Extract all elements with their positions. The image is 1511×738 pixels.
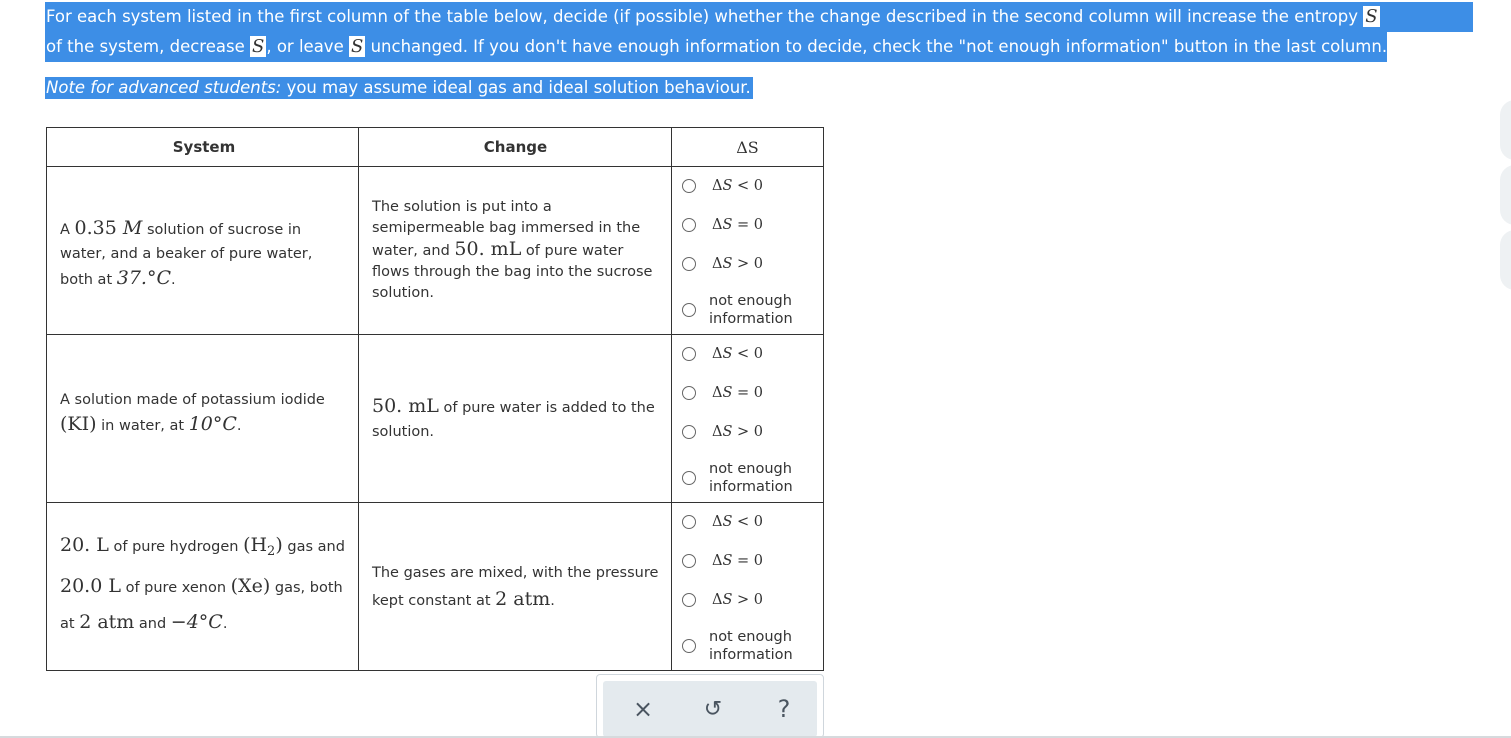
radio-button[interactable] xyxy=(682,515,696,529)
system-cell: A solution made of potassium iodide (KI) in water, at 10°C. xyxy=(47,335,359,503)
change-cell: The solution is put into a semipermeable bag immersed in the water, and 50. mL of pure water flows through the bag into the sucrose solution. xyxy=(359,167,672,335)
delta-s-options xyxy=(672,335,824,503)
header-system: System xyxy=(47,128,359,167)
radio-button[interactable] xyxy=(682,347,696,361)
table-row xyxy=(47,335,824,503)
instructions xyxy=(45,2,1473,62)
change-cell: 50. mL of pure water is added to the solution. xyxy=(359,335,672,503)
option-delta-s-positive[interactable]: ΔS > 0 xyxy=(682,256,763,272)
help-button[interactable] xyxy=(766,691,802,727)
toolbar-inner xyxy=(603,681,817,737)
note-text: you may assume ideal gas and ideal solution behaviour. xyxy=(281,78,751,97)
close-icon: × xyxy=(632,695,654,723)
side-tab-button[interactable] xyxy=(1500,230,1511,290)
instructions-line-2 xyxy=(45,32,1387,62)
delta-s-options xyxy=(672,167,824,335)
option-delta-s-positive[interactable]: ΔS > 0 xyxy=(682,592,763,608)
radio-button[interactable] xyxy=(682,257,696,271)
entropy-symbol: S xyxy=(1365,6,1378,27)
instructions-text: For each system listed in the first column of the table below, decide (if possible) whether the change described in the second column will increase the entropy xyxy=(46,7,1359,26)
radio-button[interactable] xyxy=(682,554,696,568)
option-not-enough-info[interactable]: not enough information xyxy=(682,628,804,664)
option-delta-s-negative[interactable]: ΔS < 0 xyxy=(682,178,763,194)
instructions-line-1 xyxy=(45,2,1473,32)
option-delta-s-zero[interactable]: ΔS = 0 xyxy=(682,553,763,569)
instructions-text: , or leave xyxy=(266,37,344,56)
option-delta-s-positive[interactable]: ΔS > 0 xyxy=(682,424,763,440)
delta-s-options xyxy=(672,503,824,671)
option-delta-s-negative[interactable]: ΔS < 0 xyxy=(682,514,763,530)
system-cell: 20. L of pure hydrogen $(H_2)$ gas and 20.0 L of pure xenon (Xe) gas, both at 2 atm and −4°C. xyxy=(47,503,359,671)
table-row xyxy=(47,503,824,671)
entropy-symbol: S xyxy=(252,36,265,57)
radio-button[interactable] xyxy=(682,425,696,439)
entropy-symbol: S xyxy=(350,36,364,57)
header-delta-s: ΔS xyxy=(672,128,824,167)
instructions-text: of the system, decrease xyxy=(46,37,245,56)
side-tab-button[interactable] xyxy=(1500,165,1511,225)
table-row xyxy=(47,167,824,335)
entropy-table xyxy=(46,127,824,671)
undo-button[interactable] xyxy=(695,691,731,727)
radio-button[interactable] xyxy=(682,303,696,317)
option-delta-s-negative[interactable]: ΔS < 0 xyxy=(682,346,763,362)
clear-button[interactable] xyxy=(625,691,661,727)
answer-toolbar xyxy=(596,674,824,738)
change-cell: The gases are mixed, with the pressure kept constant at 2 atm. xyxy=(359,503,672,671)
option-delta-s-zero[interactable]: ΔS = 0 xyxy=(682,217,763,233)
instructions-text: unchanged. If you don't have enough information to decide, check the "not enough information" button in the last column. xyxy=(370,37,1388,56)
radio-button[interactable] xyxy=(682,593,696,607)
radio-button[interactable] xyxy=(682,386,696,400)
help-icon: ? xyxy=(777,695,791,723)
note-label: Note for advanced students: xyxy=(46,78,282,97)
advanced-note xyxy=(45,77,753,99)
undo-icon: ↺ xyxy=(703,696,723,722)
side-tab-button[interactable] xyxy=(1500,100,1511,160)
header-change: Change xyxy=(359,128,672,167)
radio-button[interactable] xyxy=(682,218,696,232)
radio-button[interactable] xyxy=(682,179,696,193)
option-not-enough-info[interactable]: not enough information xyxy=(682,292,804,328)
radio-button[interactable] xyxy=(682,471,696,485)
option-not-enough-info[interactable]: not enough information xyxy=(682,460,804,496)
system-cell: A 0.35 M solution of sucrose in water, and a beaker of pure water, both at 37.°C. xyxy=(47,167,359,335)
option-delta-s-zero[interactable]: ΔS = 0 xyxy=(682,385,763,401)
table-header-row xyxy=(47,128,824,167)
radio-button[interactable] xyxy=(682,639,696,653)
